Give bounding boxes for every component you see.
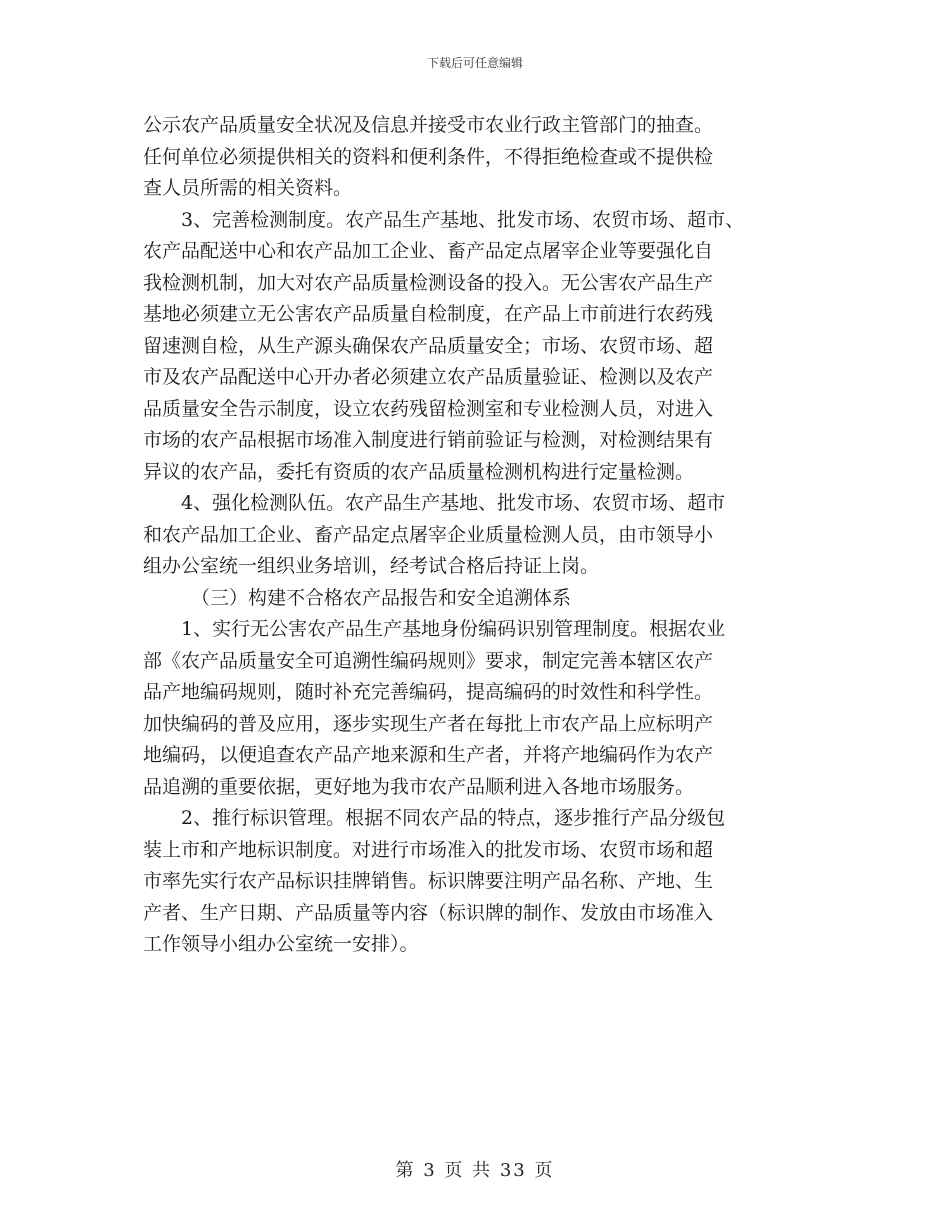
text-line: 留速测自检，从生产源头确保农产品质量安全；市场、农贸市场、超 [143,334,714,357]
text-line: 品追溯的重要依据，更好地为我市农产品顺利进入各地市场服务。 [143,775,695,798]
text-line: 市率先实行农产品标识挂牌销售。标识牌要注明产品名称、产地、生 [143,870,714,892]
text-line: 地编码，以便追查农产品产地来源和生产者，并将产地编码作为农产 [143,744,714,766]
text-line: 3、完善检测制度。农产品生产基地、批发市场、农贸市场、超市、 [181,208,745,231]
text-line: 装上市和产地标识制度。对进行市场准入的批发市场、农贸市场和超 [143,838,714,861]
text-line: 市场的农产品根据市场准入制度进行销前验证与检测，对检测结果有 [143,429,714,451]
text-line: 查人员所需的相关资料。 [143,177,353,199]
text-line: 加快编码的普及应用，逐步实现生产者在每批上市农产品上应标明产 [143,712,714,735]
text-line: 4、强化检测队伍。农产品生产基地、批发市场、农贸市场、超市 [181,492,726,514]
text-line: 我检测机制，加大对农产品质量检测设备的投入。无公害农产品生产 [143,271,714,294]
document-body [143,110,823,961]
text-line: 产者、生产日期、产品质量等内容（标识牌的制作、发放由市场准入 [143,901,714,924]
text-line: 部《农产品质量安全可追溯性编码规则》要求，制定完善本辖区农产 [143,649,714,672]
text-line: 市及农产品配送中心开办者必须建立农产品质量验证、检测以及农产 [143,366,714,388]
text-line: 品质量安全告示制度，设立农药残留检测室和专业检测人员，对进入 [143,397,714,420]
text-line: 农产品配送中心和农产品加工企业、畜产品定点屠宰企业等要强化自 [143,240,714,262]
text-line: 任何单位必须提供相关的资料和便利条件，不得拒绝检查或不提供检 [143,145,714,168]
text-line: 工作领导小组办公室统一安排）。 [143,933,419,955]
text-line: 基地必须建立无公害农产品质量自检制度，在产品上市前进行农药残 [143,303,714,325]
text-line: （三）构建不合格农产品报告和安全追溯体系 [191,586,572,609]
text-line: 异议的农产品，委托有资质的农产品质量检测机构进行定量检测。 [143,460,695,483]
text-line: 品产地编码规则，随时补充完善编码，提高编码的时效性和科学性。 [143,681,714,703]
page-header: 下载后可任意编辑 [426,56,523,70]
text-line: 公示农产品质量安全状况及信息并接受市农业行政主管部门的抽查。 [143,114,714,136]
text-line: 组办公室统一组织业务培训，经考试合格后持证上岗。 [143,555,600,577]
text-line: 2、推行标识管理。根据不同农产品的特点，逐步推行产品分级包 [181,807,726,829]
text-line: 和农产品加工企业、畜产品定点屠宰企业质量检测人员，由市领导小 [143,523,714,546]
page-footer: 第 3 页 共 33 页 [395,1160,555,1181]
text-line: 1、实行无公害农产品生产基地身份编码识别管理制度。根据农业 [181,618,726,640]
